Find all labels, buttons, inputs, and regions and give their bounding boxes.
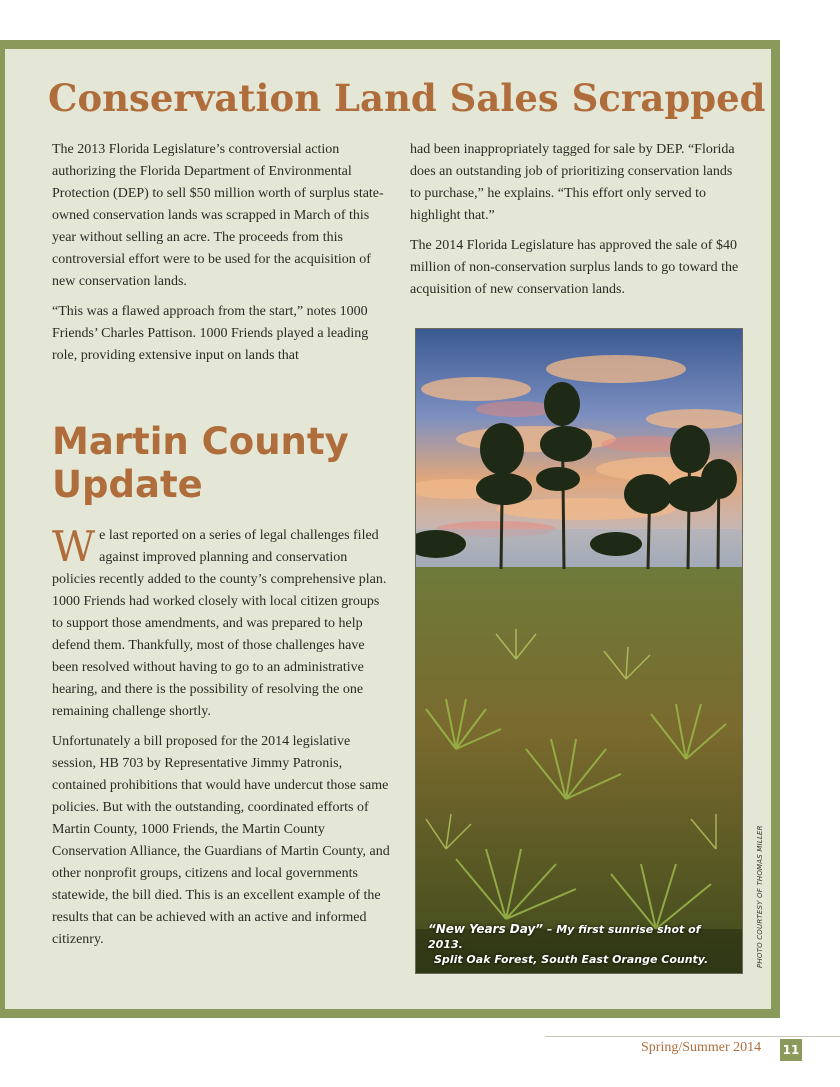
article2-paragraph-1 xyxy=(52,522,392,723)
photo-caption xyxy=(428,922,734,967)
photo-credit: PHOTO COURTESY OF THOMAS MILLER xyxy=(756,825,764,968)
article1-paragraph-3: had been inappropriately tagged for sale by DEP. “Florida does an outstanding job of prioritizing conservation lands to purchase,” he explains. “This effort only served to highlight that.” xyxy=(410,142,735,223)
footer-divider xyxy=(545,1036,840,1037)
forest-sunrise-illustration xyxy=(416,329,743,974)
caption-text: – My first sunrise shot of 2013. xyxy=(428,923,701,951)
footer-issue: Spring/Summer 2014 xyxy=(641,1040,762,1055)
caption-location: Split Oak Forest, South East Orange County. xyxy=(434,953,709,966)
article1-paragraph-1: The 2013 Florida Legislature’s controversial action authorizing the Florida Department of Environmental Protection (DEP) to sell $50 million worth of surplus state-owned conservation lands was scrapped in March of this year without selling an acre. The proceeds from this controversial effort were to be used for the acquisition of new conservation lands. xyxy=(52,142,384,289)
caption-title: “New Years Day” xyxy=(428,922,544,936)
article1-paragraph-4: The 2014 Florida Legislature has approved the sale of $40 million of non-conservation surplus lands to go toward the acquisition of new conservation lands. xyxy=(410,238,739,297)
article1-column-left xyxy=(52,139,392,375)
article-title-martin-county: Martin County Update xyxy=(52,420,349,506)
article1-column-right xyxy=(410,139,740,309)
page-number: 11 xyxy=(780,1039,802,1061)
article2-paragraph-2: Unfortunately a bill proposed for the 2014 legislative session, HB 703 by Representative Jimmy Patronis, contained prohibitions that would have undercut those same policies. But with the outstanding, coordinated efforts of Martin County, 1000 Friends, the Martin County Conservation Alliance, the Guardians of Martin County, and other nonprofit groups, citizens and local governments statewide, the bill died. This is an excellent example of the results that can be achieved with an active and informed citizenry. xyxy=(52,734,390,947)
article2-paragraph-1-text: e last reported on a series of legal challenges filed against improved planning and conservation policies recently added to the county’s comprehensive plan. 1000 Friends had worked closely with local citizen groups to support those amendments, and was prepared to help defend them. Thankfully, most of those challenges have been resolved without having to go to an administrative hearing, and there is the possibility of resolving the one remaining challenge shortly. xyxy=(52,528,387,719)
article1-paragraph-2: “This was a flawed approach from the start,” notes 1000 Friends’ Charles Pattison. 1000 Friends played a leading role, providing extensive input on lands that xyxy=(52,304,369,363)
article2-column xyxy=(52,522,392,959)
drop-cap: W xyxy=(52,522,96,571)
forest-sunrise-photo xyxy=(415,328,743,974)
article-title-conservation: Conservation Land Sales Scrapped xyxy=(48,76,766,120)
